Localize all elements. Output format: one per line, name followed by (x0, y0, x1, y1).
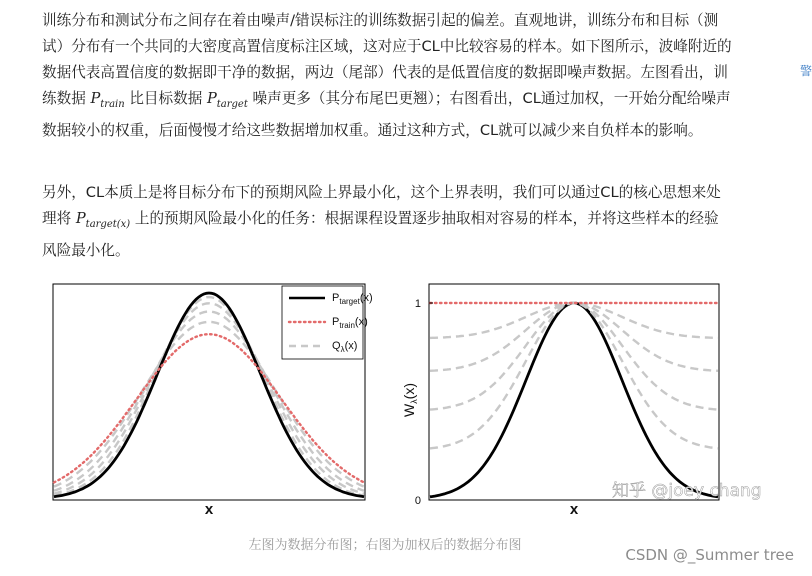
paragraph-distribution-bias (42, 8, 732, 144)
zhihu-watermark: 知乎 @joey chang (612, 481, 762, 501)
right-ytick-0: 0 (414, 495, 421, 507)
curve-weight-mix-1 (430, 303, 718, 448)
left-legend (282, 286, 373, 359)
curve-weight-mix-3 (430, 303, 718, 371)
left-xlabel: x (204, 501, 214, 518)
right-ytick-1: 1 (414, 298, 421, 310)
figure-caption: 左图为数据分布图；右图为加权后的数据分布图 (248, 538, 522, 553)
figure-pair (0, 278, 808, 518)
math-p-target-sub: target (216, 98, 248, 110)
chart-data-distribution (0, 278, 390, 518)
math-p-target-x-base: P (75, 210, 86, 227)
curve-weight-mix-2 (430, 303, 718, 410)
right-curves (430, 303, 718, 497)
p2-text-2: 上的预期风险最小化的任务：根据课程设置逐步抽取相对容易的样本，并将这些样本的经验风险最小化。 (42, 210, 719, 259)
math-p-target (206, 90, 248, 110)
csdn-watermark: CSDN @_Summer tree (625, 546, 794, 564)
math-p-train-base: P (90, 90, 101, 107)
math-p-train-sub: train (100, 98, 125, 110)
p1-text-1: 训练分布和测试分布之间存在着由噪声/错误标注的训练数据引起的偏差。直观地讲，训练分布和目标（测试）分布有一个共同的大密度高置信度标注区域，这对应于CL中比较容易的样本。如下图所示，波峰附近的数据代表高置信度的数据即干净的数据，两边（尾部）代表的是低置信度的数据即噪声数据。左图看出，训练数据 (42, 12, 732, 107)
legend-label-target: $P_{target}(x)$ (332, 292, 373, 306)
paragraph-risk-bound (42, 180, 732, 264)
chart-weighted-distribution (400, 278, 762, 518)
math-p-target-x (75, 210, 131, 230)
math-p-target-base: P (206, 90, 217, 107)
curve-weight-mix-4 (430, 303, 718, 338)
legend-label-q: $Q_\lambda(x)$ (332, 340, 358, 354)
legend-label-train: $P_{train}(x)$ (332, 316, 368, 330)
p1-text-3: 噪声更多（其分布尾巴更翘）；右图看出，CL通过加权，一开始分配给噪声数据较小的权重，后面慢慢才给这些数据增加权重。通过这种方式，CL就可以减少来自负样本的影响。 (42, 90, 731, 139)
math-p-train (90, 90, 125, 110)
p1-text-2: 比目标数据 (129, 90, 203, 107)
right-plot-frame (429, 284, 719, 500)
edge-link-mark[interactable]: 警 (800, 64, 812, 78)
math-p-target-x-sub: target(x) (85, 218, 131, 230)
right-xlabel: x (569, 501, 579, 518)
p2-text-1: 另外，CL本质上是将目标分布下的预期风险上界最小化，这个上界表明，我们可以通过CL的核心思想来处理将 (42, 184, 721, 227)
right-ylabel: $W_\lambda(x)$ (401, 382, 419, 418)
